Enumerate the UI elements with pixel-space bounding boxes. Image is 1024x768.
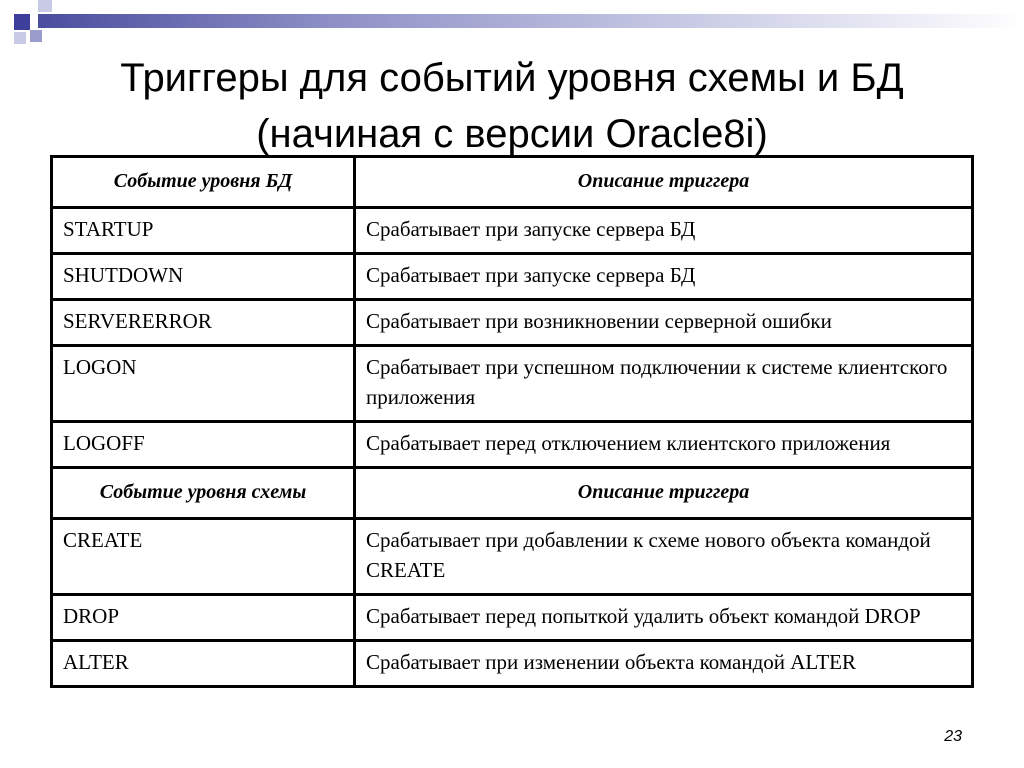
description-cell: Срабатывает перед попыткой удалить объект командой DROP (355, 595, 973, 641)
description-cell: Срабатывает при возникновении серверной ошибки (355, 300, 973, 346)
event-cell: LOGON (52, 346, 355, 422)
table-row (52, 208, 973, 254)
trigger-events-table (50, 155, 974, 688)
table-header-row-db (52, 157, 973, 208)
decor-square-3 (30, 30, 42, 42)
table-row (52, 300, 973, 346)
header-cell-db-description: Описание триггера (355, 157, 973, 208)
header-cell-schema-event: Событие уровня схемы (52, 468, 355, 519)
decor-square-2 (38, 0, 52, 12)
decor-gradient-bar (38, 14, 1024, 28)
description-cell: Срабатывает перед отключением клиентского приложения (355, 422, 973, 468)
event-cell: STARTUP (52, 208, 355, 254)
description-cell: Срабатывает при добавлении к схеме нового объекта командой CREATE (355, 519, 973, 595)
event-cell: CREATE (52, 519, 355, 595)
table-row (52, 519, 973, 595)
slide-title-line-1: Триггеры для событий уровня схемы и БД (120, 56, 904, 100)
decor-square-1 (14, 14, 30, 30)
decor-square-4 (14, 32, 26, 44)
table-header-row-schema (52, 468, 973, 519)
description-cell: Срабатывает при запуске сервера БД (355, 254, 973, 300)
description-cell: Срабатывает при запуске сервера БД (355, 208, 973, 254)
table-row (52, 595, 973, 641)
slide-title-line-2: (начиная с версии Oracle8i) (256, 112, 768, 156)
page-number: 23 (944, 728, 962, 745)
table-row (52, 346, 973, 422)
event-cell: LOGOFF (52, 422, 355, 468)
event-cell: SHUTDOWN (52, 254, 355, 300)
description-cell: Срабатывает при изменении объекта командой ALTER (355, 641, 973, 687)
table-row (52, 254, 973, 300)
slide-title (0, 50, 1024, 162)
table-row (52, 641, 973, 687)
header-cell-schema-description: Описание триггера (355, 468, 973, 519)
event-cell: ALTER (52, 641, 355, 687)
description-cell: Срабатывает при успешном подключении к системе клиентского приложения (355, 346, 973, 422)
table-row (52, 422, 973, 468)
header-cell-db-event: Событие уровня БД (52, 157, 355, 208)
event-cell: SERVERERROR (52, 300, 355, 346)
event-cell: DROP (52, 595, 355, 641)
